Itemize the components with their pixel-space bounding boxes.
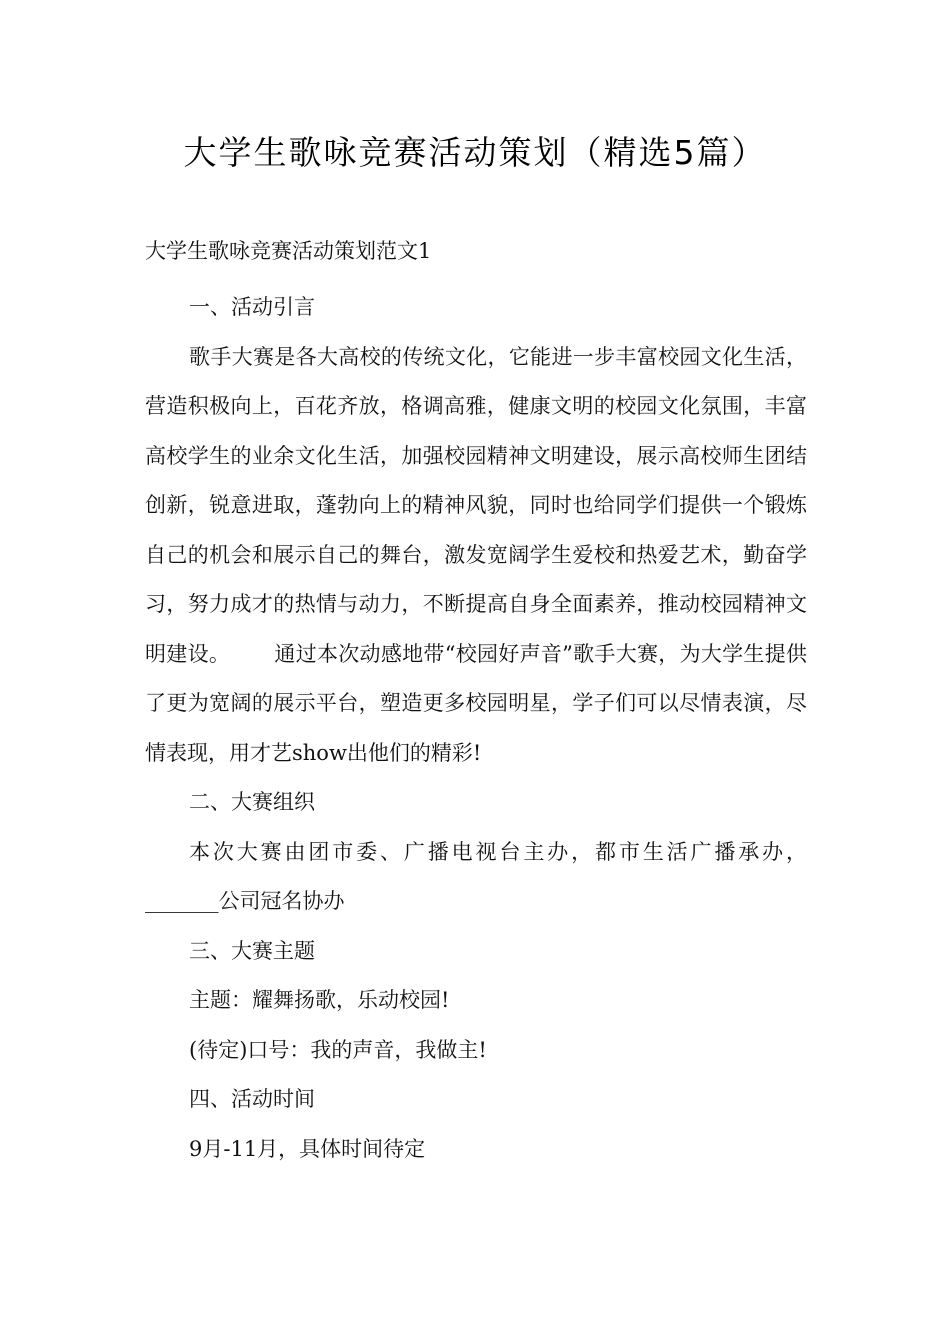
intro-paragraph xyxy=(145,333,807,779)
section-heading-organization: 二、大赛组织 xyxy=(189,790,315,814)
section-heading-intro: 一、活动引言 xyxy=(189,295,315,319)
document-body xyxy=(145,283,807,1174)
section-heading-time: 四、活动时间 xyxy=(189,1087,315,1111)
section-heading-theme: 三、大赛主题 xyxy=(189,938,315,963)
time-line: 9月-11月，具体时间待定 xyxy=(189,1136,426,1161)
document-title: 大学生歌咏竞赛活动策划（精选5篇） xyxy=(183,133,767,172)
intro-paragraph-text: 歌手大赛是各大高校的传统文化，它能进一步丰富校园文化生活，营造积极向上，百花齐放，格调高雅，健康文明的校园文化氛围，丰富高校学生的业余文化生活，加强校园精神文明建设，展示高校师生团结创新，锐意进取，蓬勃向上的精神风貌，同时也给同学们提供一个锻炼自己的机会和展示自己的舞台，激发宽阔学生爱校和热爱艺术，勤奋学习，努力成才的热情与动力，不断提高自身全面素养，推动校园精神文明建设。 xyxy=(145,344,807,666)
slogan-line: (待定)口号：我的声音，我做主! xyxy=(189,1037,487,1062)
organization-paragraph: 本次大赛由团市委、广播电视台主办，都市生活广播承办，_______公司冠名协办 xyxy=(145,839,807,913)
document-subtitle: 大学生歌咏竞赛活动策划范文1 xyxy=(145,239,432,263)
theme-line: 主题：耀舞扬歌，乐动校园! xyxy=(189,988,450,1012)
intro-paragraph-continuation: 通过本次动感地带“校园好声音”歌手大赛，为大学生提供了更为宽阔的展示平台，塑造更多校园明星，学子们可以尽情表演，尽情表现，用才艺show出他们的精彩! xyxy=(145,641,807,765)
